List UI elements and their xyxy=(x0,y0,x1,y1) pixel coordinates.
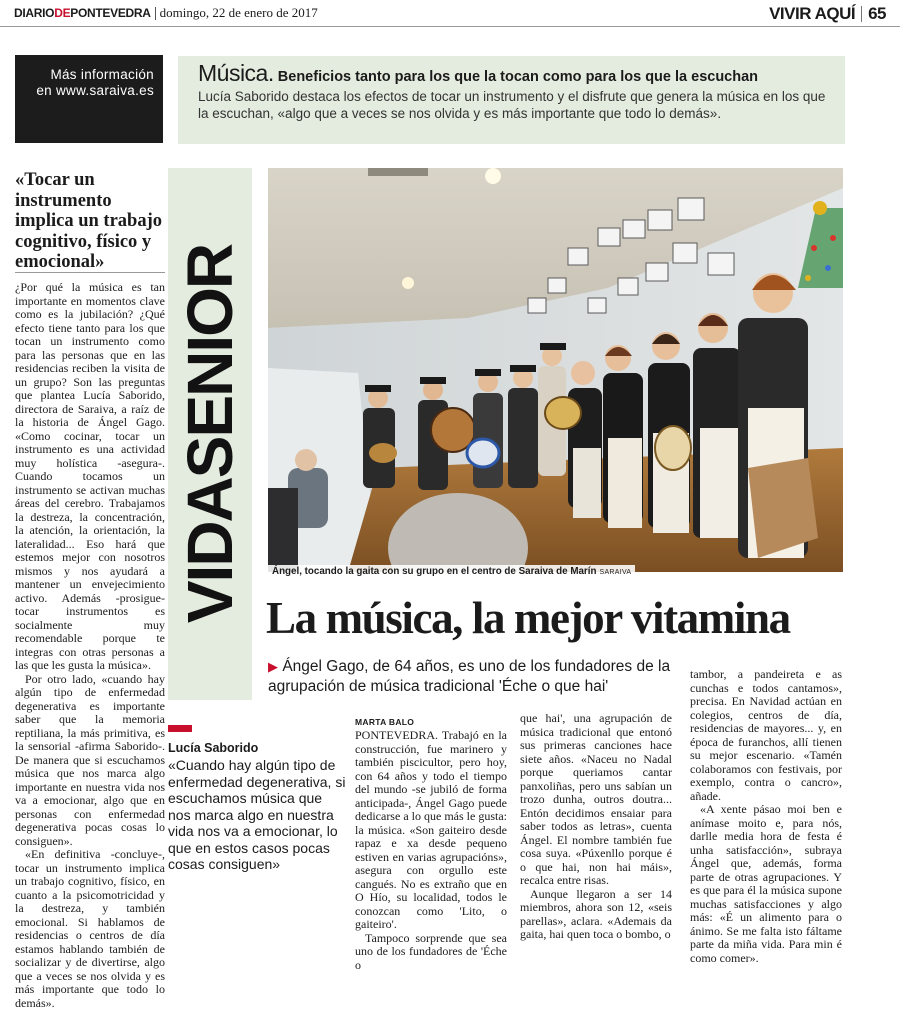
caption-text: Ángel, tocando la gaita con su grupo en el centro de Saraiva de Marín xyxy=(272,566,597,577)
article-headline: La música, la mejor vitamina xyxy=(266,593,790,643)
group-performance-image xyxy=(268,168,843,572)
paragraph: Tampoco sorprende que sea uno de los fundadores de 'Éche o xyxy=(355,930,507,972)
left-column-text xyxy=(15,281,165,1010)
summary-title: Beneficios tanto para los que la tocan como para los que la escuchan xyxy=(277,69,759,85)
body-column-1 xyxy=(355,729,507,972)
pull-quote: «Cuando hay algún tipo de enfermedad degenerativa, si escuchamos música que nos marca algo en nuestra vida nos va a emocionar, lo que en estos casos pocas cosas consiguen» xyxy=(168,757,346,872)
deck-text: Ángel Gago, de 64 años, es uno de los fundadores de la agrupación de música tradicional 'Éche o que hai' xyxy=(268,658,671,695)
more-info-box xyxy=(15,55,163,143)
paragraph: Aunque llegaron a ser 14 miembros, ahora son 12, «seis parellas», aclara. «Ademais da gaita, hai quen toca o bombo, o xyxy=(520,886,672,941)
article-deck xyxy=(268,657,680,697)
vertical-section-title: VIDASENIOR xyxy=(174,244,246,624)
page-number: 65 xyxy=(868,4,886,23)
more-info-label: Más información xyxy=(50,67,154,82)
summary-box xyxy=(178,56,845,144)
article-photo xyxy=(268,168,843,572)
left-pull-quote: «Tocar un instrumento implica un trabajo cognitivo, físico y emocional» xyxy=(15,170,162,272)
byline: MARTA BALO xyxy=(355,717,415,727)
paragraph: ¿Por qué la música es tan importante en momentos clave como es la jubilación? ¿Qué efecto tiene tanto para los que tocan un instrumento como para las personas que en las residencias reciben la visita de un grupo? Son las preguntas que plantea Lucía Saborido, directora de Saraiva, a raíz de la historia de Ángel Gago. «Como cocinar, tocar un instrumento es una actividad muy holística -asegura-. Cuando tocamos un instrumento se activan muchas áreas del cerebro. Trabajamos la destreza, la concentración, la atención, la orientación, la lateralidad... Eso hará que estemos mejor con nosotros mismos y nos ayudará a mantener un envejecimiento activo. Además -prosigue- tocar instrumentos es socialmente muy recomendable porque te integras con otras personas a las que les gusta la música». xyxy=(15,280,165,672)
summary-section: Música. xyxy=(198,60,274,86)
paragraph: PONTEVEDRA. Trabajó en la construcción, fue marinero y también piscicultor, pero hoy, con 64 años y todo el tiempo del mundo -se jubiló de forma anticipada-, Ángel Gago puede dedicarse a lo que más le gusta: la música. «Son gaiteiro desde rapaz e xa desde pequeno estiven en varias agrupacións», asegura con orgullo este cangués. No es extraño que en O Hío, su localidad, todos le conozcan como 'Lito, o gaiteiro'. xyxy=(355,728,507,931)
paragraph: Por otro lado, «cuando hay algún tipo de enfermedad degenerativa es importante saber que la memoria reptiliana, la más primitiva, es la sensorial -afirma Saborido-. De manera que si escuchamos música que nos marca algo importante en nuestra vida nos va a emocionar, algo que en personas con enfermedad degenerativa pocas cosas lo consiguen». xyxy=(15,671,165,848)
summary-body: Lucía Saborido destaca los efectos de tocar un instrumento y el disfrute que genera la música en los que la escuchan, «algo que a veces se nos olvida y es más importante que todo lo demás». xyxy=(198,89,826,121)
photo-caption xyxy=(268,565,635,578)
more-info-link[interactable]: en www.saraiva.es xyxy=(36,83,154,98)
newspaper-logo: DIARIODEPONTEVEDRA xyxy=(14,6,151,20)
header-rule xyxy=(0,26,900,27)
header-divider xyxy=(861,6,862,22)
photo-credit: SARAIVA xyxy=(599,569,632,576)
body-column-3 xyxy=(690,668,842,965)
paragraph: tambor, a pandeireta e as cunchas e todos cantamos», precisa. En Navidad actúan en colegios, centros de día, residencias de mayores... y, en época de furanchos, allí tienen su mejor escenario. «Tamén colaboramos con festivais, por exemplo, contra o cancro», añade. xyxy=(690,667,842,803)
issue-date: domingo, 22 de enero de 2017 xyxy=(159,5,318,20)
vertical-section-band xyxy=(168,168,252,700)
section-name: VIVIR AQUÍ xyxy=(769,4,856,23)
red-accent-bar xyxy=(168,725,192,732)
quote-rule xyxy=(15,272,165,273)
page-header-left xyxy=(14,5,318,21)
body-column-2 xyxy=(520,712,672,942)
page-header-right xyxy=(769,4,886,24)
paragraph: «A xente pásao moi ben e anímase moito e, para nós, darlle media hora de festa é unha satisfacción», subraya Ángel que, además, forma parte de otras agrupaciones. Y es que para él la música supone muchas satisfacciones y algo más: «É un alimento para o ánimo. Se me falta isto fáltame parte da miña vida. Para min é como comer». xyxy=(690,802,842,965)
quote-author: Lucía Saborido xyxy=(168,741,259,755)
triangle-bullet-icon: ▶ xyxy=(268,659,278,674)
paragraph: «En definitiva -concluye-, tocar un instrumento implica un trabajo cognitivo, físico, en cuanto a la psicomotricidad y la destreza, y también emocional. Si hablamos de residencias o centros de día estamos hablando también de socializar y de divertirse, algo que a veces se nos olvida y es más importante que todo lo demás». xyxy=(15,847,165,1010)
paragraph: que hai', una agrupación de música tradicional que entonó sus primeras canciones hace siete años. «Naceu no Nadal porque queriamos cantar panxoliñas, pero uns sabían un trozo dunha, outros doutra... Entón decidimos ensaiar para saber todos as letras», cuenta Ángel. El nombre también fue cosa suya. «Púxenllo porque é o que hai, non hai máis», recalca entre risas. xyxy=(520,711,672,887)
header-divider xyxy=(155,7,156,20)
